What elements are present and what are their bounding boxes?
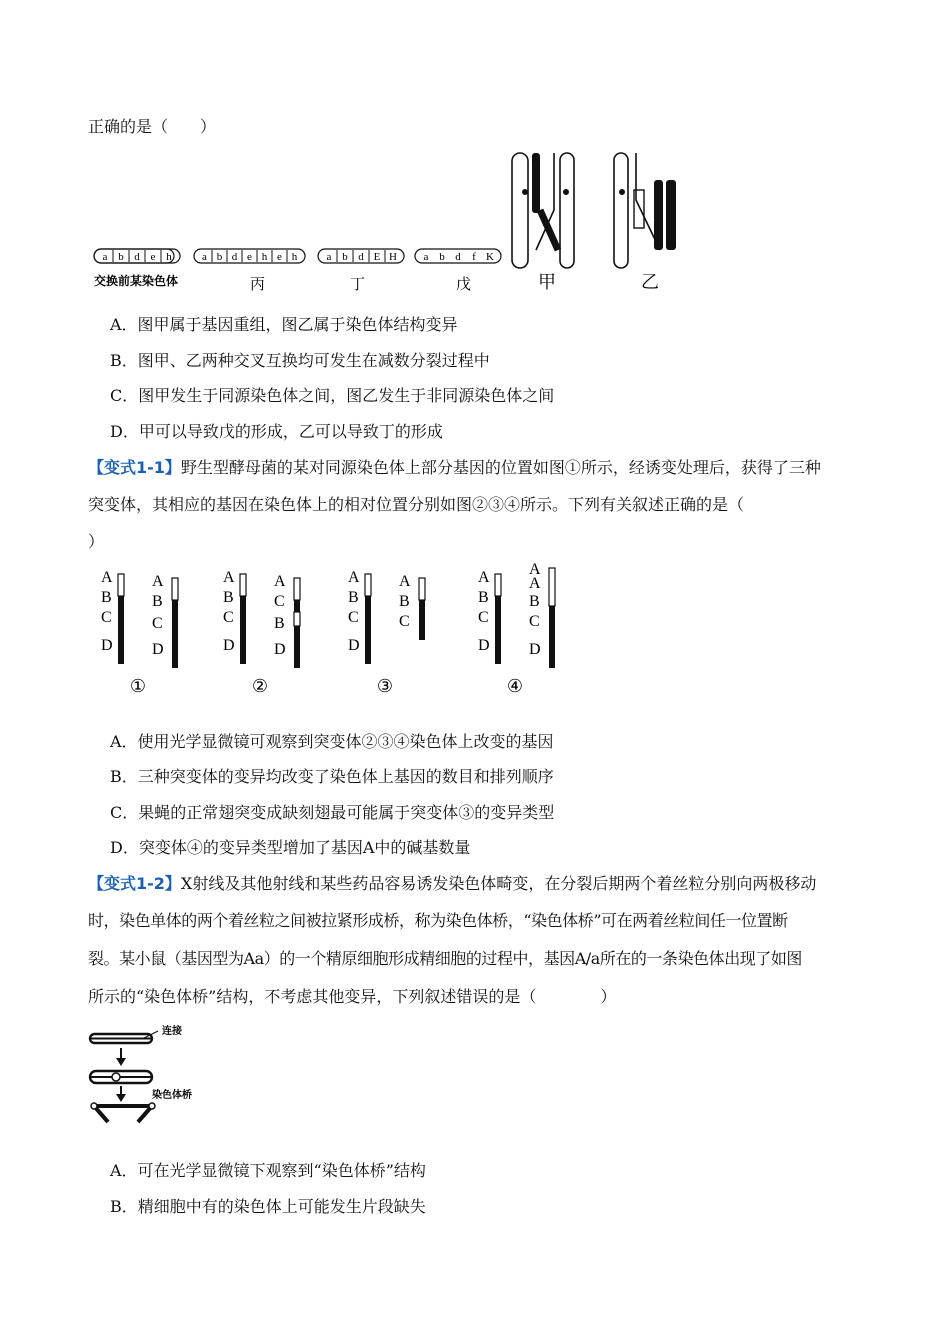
chromosome-label-ding: 丁 bbox=[350, 277, 366, 293]
gene-letter: C bbox=[529, 613, 540, 630]
gene-letter: C bbox=[274, 593, 285, 610]
gene-letter: B bbox=[529, 593, 540, 610]
gene-label: b bbox=[342, 251, 348, 263]
mutant-group-1 bbox=[101, 569, 178, 696]
v12-option-b: B．精细胞中有的染色体上可能发生片段缺失 bbox=[110, 1197, 426, 1216]
gene-letter: C bbox=[152, 615, 163, 632]
variant-1-2-line-1: 【变式1-2】X射线及其他射线和某些药品容易诱发染色体畸变，在分裂后期两个着丝粒分别向两极移动 bbox=[88, 874, 817, 893]
gene-letter: A bbox=[223, 569, 235, 586]
variant-1-1-line-2: 突变体，其相应的基因在染色体上的相对位置分别如图②③④所示。下列有关叙述正确的是（ bbox=[88, 495, 745, 514]
gene-letter: D bbox=[274, 641, 286, 658]
v12-option-a: A．可在光学显微镜下观察到“染色体桥”结构 bbox=[110, 1161, 426, 1180]
gene-label: E bbox=[373, 251, 381, 263]
gene-bar-1 bbox=[194, 249, 305, 263]
pair-label-yi: 乙 bbox=[641, 272, 659, 292]
gene-letter: A bbox=[399, 573, 411, 590]
gene-letter: B bbox=[348, 589, 359, 606]
gene-bar-0 bbox=[94, 249, 180, 263]
variant-1-2-line-4: 所示的“染色体桥”结构，不考虑其他变异，下列叙述错误的是（ ） bbox=[88, 987, 617, 1006]
bridge-step-3 bbox=[91, 1103, 155, 1122]
gene-letter: D bbox=[152, 641, 164, 658]
gene-label: e bbox=[277, 251, 282, 263]
pair-yi bbox=[614, 153, 676, 268]
variant-1-2-tag: 【变式1-2】 bbox=[88, 874, 181, 893]
chromosome-label-bing: 丙 bbox=[250, 277, 266, 293]
gene-label: b bbox=[118, 251, 124, 263]
gene-letter: A bbox=[101, 569, 113, 586]
gene-label: e bbox=[247, 251, 252, 263]
v11-option-b: B．三种突变体的变异均改变了染色体上基因的数目和排列顺序 bbox=[110, 767, 554, 786]
gene-label: d bbox=[231, 251, 238, 263]
gene-label: H bbox=[389, 251, 397, 263]
gene-letter: B bbox=[152, 593, 163, 610]
gene-label: K bbox=[486, 251, 494, 263]
gene-label: d bbox=[134, 251, 140, 263]
gene-letter: D bbox=[101, 637, 113, 654]
crossover-figure bbox=[88, 150, 688, 298]
gene-letter: C bbox=[223, 609, 234, 626]
gene-letter: A bbox=[348, 569, 360, 586]
gene-letter: D bbox=[223, 637, 235, 654]
mutant-label: ② bbox=[251, 676, 269, 696]
mutant-group-2 bbox=[223, 569, 300, 696]
gene-label: b bbox=[216, 251, 223, 263]
mutant-group-4 bbox=[478, 561, 555, 696]
gene-letter: A bbox=[529, 561, 541, 578]
connect-label: 连接 bbox=[162, 1026, 182, 1037]
gene-letter: B bbox=[274, 615, 285, 632]
gene-label: a bbox=[102, 251, 108, 263]
chromosome-bridge-figure bbox=[88, 1022, 218, 1132]
gene-letter: C bbox=[348, 609, 359, 626]
gene-letter: D bbox=[529, 641, 541, 658]
variant-1-1-line-1: 【变式1-1】野生型酵母菌的某对同源染色体上部分基因的位置如图①所示，经诱变处理后，获得了三种 bbox=[88, 458, 821, 477]
bridge-label: 染色体桥 bbox=[152, 1090, 192, 1101]
gene-label: b bbox=[439, 251, 445, 263]
gene-label: f bbox=[472, 251, 476, 263]
question-stem-tail: 正确的是（ ） bbox=[88, 117, 217, 136]
gene-label: a bbox=[202, 251, 207, 263]
gene-letter: B bbox=[223, 589, 234, 606]
gene-bar-3 bbox=[415, 249, 501, 263]
gene-letter: C bbox=[399, 613, 410, 630]
gene-label: h bbox=[166, 251, 172, 263]
gene-label: e bbox=[150, 251, 156, 263]
gene-bar-2 bbox=[318, 249, 404, 263]
v11-option-d: D．突变体④的变异类型增加了基因A中的碱基数量 bbox=[110, 838, 471, 857]
q1-option-b: B．图甲、乙两种交叉互换均可发生在减数分裂过程中 bbox=[110, 351, 490, 370]
yeast-mutant-figure bbox=[88, 560, 558, 700]
gene-label: h bbox=[291, 251, 298, 263]
gene-letter: B bbox=[101, 589, 112, 606]
variant-1-2-line-3: 裂。某小鼠（基因型为Aa）的一个精原细胞形成精细胞的过程中，基因A/a所在的一条染色体出现了如图 bbox=[88, 949, 802, 968]
mutant-label: ④ bbox=[506, 676, 524, 696]
q1-option-d: D．甲可以导致戊的形成，乙可以导致丁的形成 bbox=[110, 422, 443, 441]
gene-letter: B bbox=[399, 593, 410, 610]
variant-1-2-line-2: 时，染色单体的两个着丝粒之间被拉紧形成桥，称为染色体桥，“染色体桥”可在两着丝粒间任一位置断 bbox=[88, 911, 788, 930]
gene-letter: C bbox=[478, 609, 489, 626]
gene-letter: A bbox=[152, 573, 164, 590]
v11-option-a: A．使用光学显微镜可观察到突变体②③④染色体上改变的基因 bbox=[110, 732, 554, 751]
gene-label: h bbox=[261, 251, 268, 263]
mutant-group-3 bbox=[348, 569, 425, 696]
q1-option-a: A．图甲属于基因重组，图乙属于染色体结构变异 bbox=[110, 315, 458, 334]
mutant-label: ① bbox=[129, 676, 147, 696]
gene-letter: A bbox=[529, 575, 541, 592]
gene-letter: C bbox=[101, 609, 112, 626]
bridge-step-1 bbox=[90, 1034, 152, 1043]
gene-label: d bbox=[455, 251, 461, 263]
variant-1-1-tag: 【变式1-1】 bbox=[88, 458, 181, 477]
gene-label: a bbox=[423, 251, 429, 263]
bridge-step-2 bbox=[90, 1071, 152, 1083]
mutant-label: ③ bbox=[376, 676, 394, 696]
pair-label-jia: 甲 bbox=[538, 272, 556, 292]
gene-letter: A bbox=[478, 569, 490, 586]
chromosome-label-wu: 戊 bbox=[456, 277, 472, 293]
chromosome-label-before: 交换前某染色体 bbox=[94, 274, 179, 288]
q1-option-c: C．图甲发生于同源染色体之间，图乙发生于非同源染色体之间 bbox=[110, 386, 555, 405]
gene-label: a bbox=[326, 251, 332, 263]
gene-letter: D bbox=[478, 637, 490, 654]
pair-jia bbox=[512, 153, 574, 268]
gene-letter: B bbox=[478, 589, 489, 606]
gene-letter: A bbox=[274, 573, 286, 590]
v11-option-c: C．果蝇的正常翅突变成缺刻翅最可能属于突变体③的变异类型 bbox=[110, 803, 555, 822]
gene-letter: D bbox=[348, 637, 360, 654]
gene-label: d bbox=[358, 251, 364, 263]
variant-1-1-line-3: ） bbox=[88, 532, 105, 551]
